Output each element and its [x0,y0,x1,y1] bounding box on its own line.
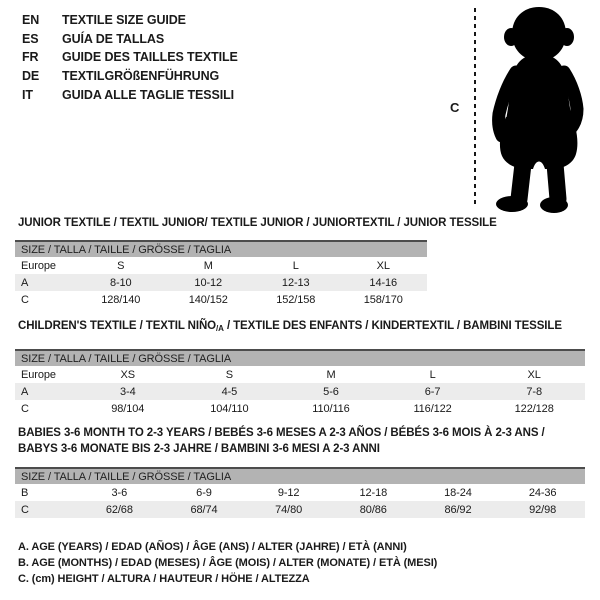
note-age-months: B. AGE (MONTHS) / EDAD (MESES) / ÂGE (MOIS) / ALTER (MONATE) / ETÀ (MESI) [18,557,438,569]
cell: 18-24 [444,486,472,499]
cell: 7-8 [483,383,585,400]
table-row-age-months [15,484,585,501]
note-height-cm: C. (cm) HEIGHT / ALTURA / HAUTEUR / HÖHE / ALTEZZA [18,573,310,585]
language-row-de [22,67,238,86]
children-size-table [15,349,585,417]
cell: 4-5 [179,383,281,400]
cell: 140/152 [188,293,228,306]
page-title-en: TEXTILE SIZE GUIDE [62,13,186,28]
note-age-years: A. AGE (YEARS) / EDAD (AÑOS) / ÂGE (ANS) / ALTER (JAHRE) / ETÀ (ANNI) [18,541,407,553]
language-row-it [22,85,238,104]
cell: XL [376,259,390,272]
cell: 12-18 [359,486,388,499]
cell: XS [120,368,136,381]
junior-size-table [15,240,427,308]
table-row-age [15,274,427,291]
cell: 92/98 [500,501,585,518]
table-row-europe [15,366,585,383]
section-title-children [18,320,562,333]
row-label: Europe [21,368,56,381]
cell: 152/158 [276,293,316,306]
cell: L [429,368,436,381]
page-title-es: GUÍA DE TALLAS [62,31,165,46]
height-measure-label: C [450,100,460,115]
cell: 12-13 [252,274,340,291]
size-header-cell: SIZE / TALLA / TAILLE / GRÖSSE / TAGLIA [15,468,585,484]
section-title-children-pre: CHILDREN'S TEXTILE / TEXTIL NIÑO [18,320,217,332]
row-label: B [21,486,29,499]
cell: S [117,259,125,272]
cell: 3-4 [77,383,179,400]
cell: 122/128 [514,402,554,415]
table-row-age [15,383,585,400]
language-row-es [22,30,238,49]
table-row-height [15,291,427,308]
cell: 74/80 [246,501,331,518]
language-code-it: IT [22,87,33,102]
row-label: A [15,274,77,291]
language-code-en: EN [22,13,40,28]
section-title-children-sub: /A [216,324,224,333]
section-title-junior: JUNIOR TEXTILE / TEXTIL JUNIOR/ TEXTILE JUNIOR / JUNIORTEXTIL / JUNIOR TESSILE [18,217,497,229]
language-code-de: DE [22,69,40,84]
language-code-fr: FR [22,50,39,65]
row-label: Europe [21,259,56,272]
cell: 6-9 [196,486,212,499]
section-title-babies [18,426,578,457]
table-row-europe [15,257,427,274]
language-row-fr [22,48,238,67]
language-title-list [22,11,238,104]
section-title-babies-line1: BABIES 3-6 MONTH TO 2-3 YEARS / BEBÉS 3-6 MESES A 2-3 AÑOS / BÉBÉS 3-6 MOIS À 2-3 ANS / [18,427,545,439]
cell: 3-6 [111,486,128,499]
cell: 116/122 [413,402,452,415]
cell: XL [527,368,541,381]
cell: 8-10 [77,274,165,291]
size-header-cell: SIZE / TALLA / TAILLE / GRÖSSE / TAGLIA [15,350,585,366]
height-measure-dashed-line [474,8,476,206]
legend-notes [18,539,437,587]
table-row-height [15,400,585,417]
section-title-babies-line2: BABYS 3-6 MONATE BIS 2-3 JAHRE / BAMBINI 3-6 MESI A 2-3 ANNI [18,442,380,455]
cell: 68/74 [162,501,247,518]
babies-size-table [15,467,585,518]
cell: 86/92 [416,501,501,518]
cell: 128/140 [101,293,141,306]
cell: 110/116 [312,402,350,415]
cell: 98/104 [111,402,145,415]
cell: 158/170 [363,293,403,306]
cell: 5-6 [280,383,382,400]
page-title-de: TEXTILGRÖßENFÜHRUNG [62,69,220,84]
cell: 24-36 [528,486,557,499]
baby-silhouette-icon [486,4,594,216]
cell: 10-12 [165,274,253,291]
cell: S [225,368,234,381]
page-title-fr: GUIDE DES TAILLES TEXTILE [62,50,238,65]
language-row-en [22,11,238,30]
cell: 9-12 [277,486,300,499]
table-header-row [15,241,427,257]
table-row-height [15,501,585,518]
cell: 6-7 [382,383,484,400]
cell: 62/68 [77,501,162,518]
cell: M [203,259,213,272]
cell: L [292,259,299,272]
section-title-children-post: / TEXTILE DES ENFANTS / KINDERTEXTIL / BAMBINI TESSILE [223,320,562,332]
language-code-es: ES [22,31,39,46]
table-header-row [15,350,585,366]
cell: 80/86 [331,501,416,518]
row-label: C [21,402,29,415]
row-label: C [21,293,29,306]
size-header-cell: SIZE / TALLA / TAILLE / GRÖSSE / TAGLIA [15,241,427,257]
table-header-row [15,468,585,484]
page-title-it: GUIDA ALLE TAGLIE TESSILI [62,87,235,102]
cell: 104/110 [210,402,249,415]
cell: M [326,368,336,381]
row-label: A [15,383,77,400]
row-label: C [15,501,77,518]
cell: 14-16 [340,274,428,291]
